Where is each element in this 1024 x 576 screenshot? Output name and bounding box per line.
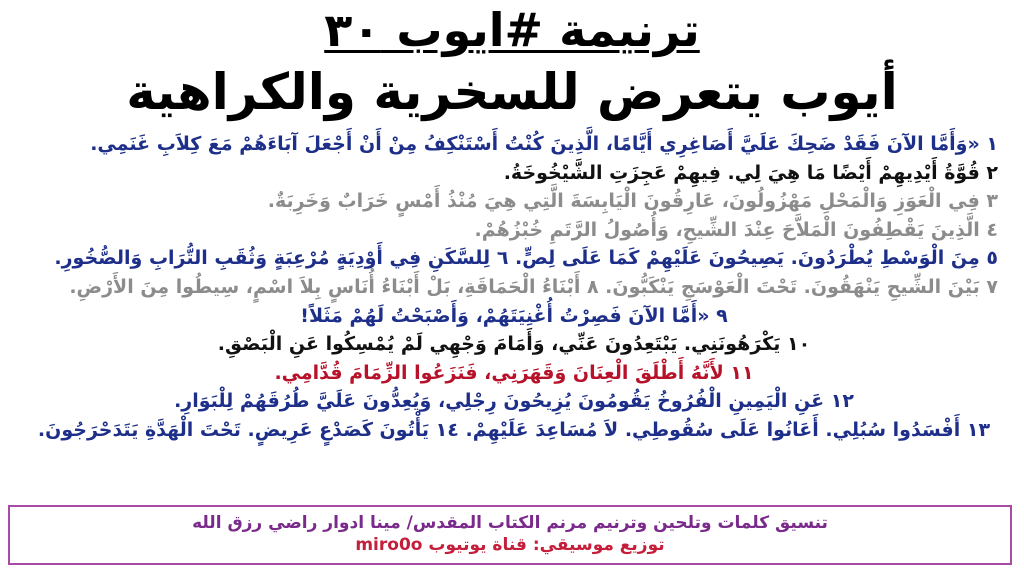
verses-block	[30, 130, 998, 445]
credits-box	[8, 505, 1012, 565]
song-title: ترنيمة #ايوب ٣٠	[324, 3, 700, 57]
verse-4: ٤ الَّذِينَ يَقْطِفُونَ الْمَلاَّحَ عِنْدَ الشِّيحِ، وَأُصُولُ الرَّتَمِ خُبْزُهُمْ.	[474, 218, 998, 241]
verse-12: ١٢ عَنِ الْيَمِينِ الْفُرُوخُ يَقُومُونَ يُزِيحُونَ رِجْلِي، وَيُعِدُّونَ عَلَيَّ طُرُقَهُمْ لِلْبَوَارِ.	[174, 390, 854, 413]
verse-10: ١٠ يَكْرَهُونَنِي. يَبْتَعِدُونَ عَنِّي، وَأَمَامَ وَجْهِي لَمْ يُمْسِكُوا عَنِ الْبَصْقِ.	[217, 333, 811, 356]
verse-9: ٩ «أَمَّا الآنَ فَصِرْتُ أُغْنِيَتَهُمْ، وَأَصْبَحْتُ لَهُمْ مَثَلاً!	[300, 304, 728, 327]
verse-5-6: ٥ مِنَ الْوَسْطِ يُطْرَدُونَ. يَصِيحُونَ عَلَيْهِمْ كَمَا عَلَى لِصٍّ. ٦ لِلسَّكَنِ فِي أَوْدِيَةٍ مُرْعِبَةٍ وَثُقَبِ التُّرَابِ وَالصُّخُورِ.	[54, 247, 998, 270]
verse-1: ١ «وَأَمَّا الآنَ فَقَدْ ضَحِكَ عَلَيَّ أَصَاغِرِي أَيَّامًا، الَّذِينَ كُنْتُ أَسْتَنْكِفُ مِنْ أَنْ أَجْعَلَ آبَاءَهُمْ مَعَ كِلاَبِ غَنَمِي.	[90, 133, 998, 155]
verse-13-14: ١٣ أَفْسَدُوا سُبُلِي. أَعَانُوا عَلَى سُقُوطِي. لاَ مُسَاعِدَ عَلَيْهِمْ. ١٤ يَأْتُونَ كَصَدْعٍ عَرِيضٍ. تَحْتَ الْهَدَّةِ يَتَدَحْرَجُونَ.	[37, 418, 991, 441]
distribution-line: توزيع موسيقي: قناة يوتيوب miro0o	[355, 535, 665, 555]
verse-7-8: ٧ بَيْنَ الشِّيحِ يَنْهَقُونَ. تَحْتَ الْعَوْسَجِ يَنْكَبُّونَ. ٨ أَبْنَاءُ الْحَمَاقَةِ، بَلْ أَبْنَاءُ أُنَاسٍ بِلاَ اسْمٍ، سِيطُوا مِنَ الأَرْضِ.	[69, 275, 998, 298]
credits-line: تنسيق كلمات وتلحين وترنيم مرنم الكتاب المقدس/ مينا ادوار راضي رزق الله	[192, 513, 828, 533]
verse-11: ١١ لأَنَّهُ أَطْلَقَ الْعِنَانَ وَقَهَرَنِي، فَنَزَعُوا الزِّمَامَ قُدَّامِي.	[274, 361, 754, 384]
verse-3: ٣ فِي الْعَوَزِ وَالْمَحْلِ مَهْزُولُونَ، عَارِقُونَ الْيَابِسَةَ الَّتِي هِيَ مُنْذُ أَمْسٍ خَرَابٌ وَخَرِبَةٌ.	[267, 190, 998, 213]
song-subtitle: أيوب يتعرض للسخرية والكراهية	[126, 63, 898, 121]
verse-2: ٢ قُوَّةُ أَيْدِيهِمْ أَيْضًا مَا هِيَ لِي. فِيهِمْ عَجِزَتِ الشَّيْخُوخَةُ.	[503, 161, 998, 184]
